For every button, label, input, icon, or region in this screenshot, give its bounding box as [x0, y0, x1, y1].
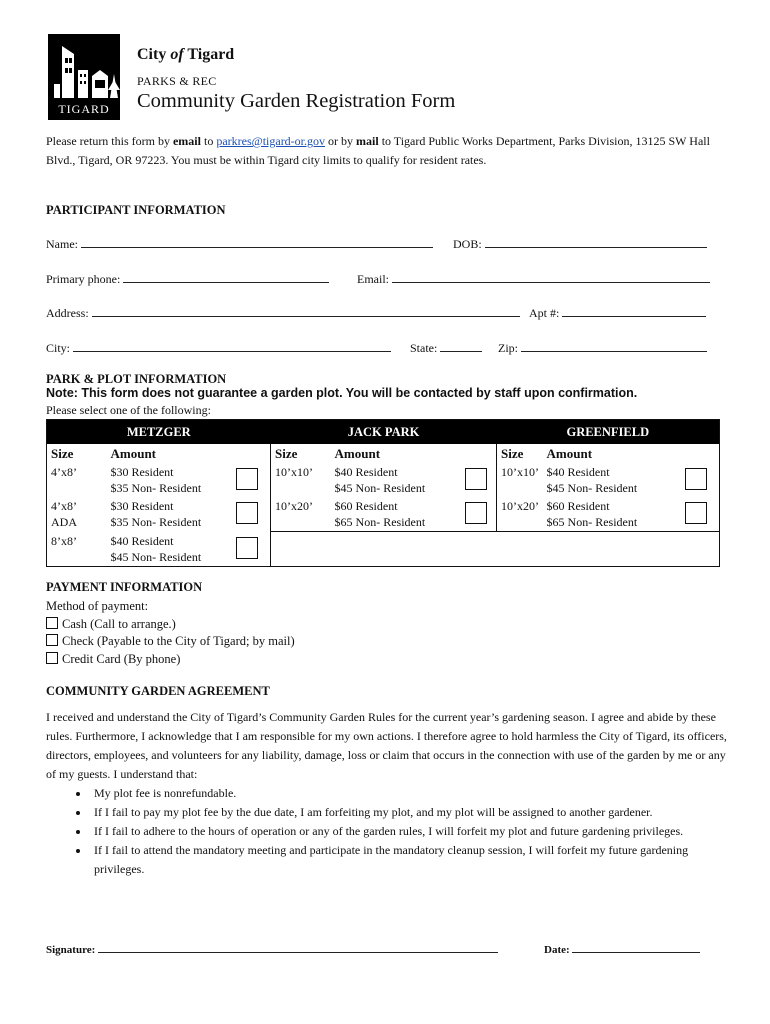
size-header: Size [51, 446, 74, 461]
rule-item: • If I fail to attend the mandatory meeting and participate in the mandatory cleanup session, I will forfeit my future gardening privileges. [90, 841, 736, 879]
department-name: PARKS & REC [137, 74, 217, 88]
plot-amount: $30 Resident $35 Non- Resident [110, 499, 202, 529]
plot-amount: $40 Resident $45 Non- Resident [546, 465, 638, 495]
jack-park-10x10-checkbox[interactable] [465, 468, 487, 490]
plot-row [47, 532, 720, 567]
state-row: State: [410, 339, 482, 356]
plot-amount: $60 Resident $65 Non- Resident [546, 499, 638, 529]
payment-heading: PAYMENT INFORMATION [46, 580, 203, 594]
zip-row: Zip: [498, 339, 707, 356]
plot-row [47, 463, 720, 497]
phone-row: Primary phone: [46, 270, 329, 287]
name-field[interactable] [81, 235, 433, 248]
plot-table [46, 419, 720, 567]
park-header-greenfield: GREENFIELD [497, 420, 720, 445]
plot-row [47, 497, 720, 532]
payment-option-check[interactable]: Check (Payable to the City of Tigard; by mail) [46, 633, 295, 651]
phone-field[interactable] [123, 270, 329, 283]
dob-row: DOB: [453, 235, 707, 252]
amount-header: Amount [546, 446, 593, 461]
city-name: City of Tigard [137, 46, 235, 63]
size-header: Size [271, 444, 331, 463]
plot-size: 10’x20’ [497, 497, 543, 532]
plot-size: 10’x10’ [271, 463, 331, 497]
participant-heading: PARTICIPANT INFORMATION [46, 203, 226, 217]
address-row: Address: [46, 304, 520, 321]
zip-field[interactable] [521, 339, 707, 352]
email-link[interactable]: parkres@tigard-or.gov [216, 134, 326, 148]
city-row: City: [46, 339, 391, 356]
plot-size: 4’x8’ ADA [51, 499, 77, 529]
size-header: Size [497, 444, 543, 463]
check-checkbox[interactable] [46, 634, 58, 646]
form-title: Community Garden Registration Form [137, 90, 456, 112]
signature-row: Signature: [46, 942, 498, 956]
plot-size: 8’x8’ [51, 533, 77, 548]
state-field[interactable] [440, 339, 482, 352]
park-header-jack-park: JACK PARK [271, 420, 497, 445]
payment-option-credit[interactable]: Credit Card (By phone) [46, 651, 295, 669]
cash-checkbox[interactable] [46, 617, 58, 629]
plot-size: 10’x10’ [497, 463, 543, 497]
rule-item: • If I fail to pay my plot fee by the due date, I am forfeiting my plot, and my plot will be assigned to another gardener. [90, 803, 736, 822]
apt-field[interactable] [562, 304, 706, 317]
email-field[interactable] [392, 270, 710, 283]
greenfield-10x20-checkbox[interactable] [685, 502, 707, 524]
apt-row: Apt #: [529, 304, 706, 321]
agreement-heading: COMMUNITY GARDEN AGREEMENT [46, 684, 270, 698]
agreement-text: I received and understand the City of Tigard’s Community Garden Rules for the current year’s gardening season. I agree and abide by these rules. Furthermore, I acknowledge that I am responsible for my own actions. I therefore agree to hold harmless the City of Tigard, its officers, directors, employees, and volunteers for any liability, damage, loss or claim that occurs in the connection with use of the garden by me or any of my guests. I understand that: • My plot fee is nonrefundable. • If I fail to pay my plot fee by the due date, I am forfeiting my plot, and my plot will be assigned to another gardener. • If I fail to adhere to the hours of operation or any of the garden rules, I will forfeit my plot and future gardening privileges. • If I fail to attend the mandatory meeting and participate in the mandatory cleanup session, I will forfeit my future gardening privileges. [46, 708, 736, 879]
metzger-4x8-checkbox[interactable] [236, 468, 258, 490]
date-field[interactable] [572, 942, 700, 953]
date-row: Date: [544, 942, 700, 956]
plot-amount: $60 Resident $65 Non- Resident [334, 499, 426, 529]
address-field[interactable] [92, 304, 520, 317]
signature-field[interactable] [98, 942, 498, 953]
metzger-8x8-checkbox[interactable] [236, 537, 258, 559]
city-field[interactable] [73, 339, 391, 352]
plot-note: Note: This form does not guarantee a garden plot. You will be contacted by staff upon confirmation. [46, 386, 638, 400]
credit-card-checkbox[interactable] [46, 652, 58, 664]
email-row: Email: [357, 270, 710, 287]
metzger-4x8-ada-checkbox[interactable] [236, 502, 258, 524]
agreement-rules [46, 784, 736, 879]
payment-method: Method of payment: Cash (Call to arrange.) Check (Payable to the City of Tigard; by mail) Credit Card (By phone) [46, 598, 295, 668]
plot-size: 10’x20’ [271, 497, 331, 532]
plot-amount: $40 Resident $45 Non- Resident [334, 465, 426, 495]
amount-header: Amount [334, 446, 381, 461]
name-row: Name: [46, 235, 433, 252]
tigard-logo [48, 34, 120, 120]
jack-park-10x20-checkbox[interactable] [465, 502, 487, 524]
plot-size: 4’x8’ [51, 465, 77, 479]
plot-amount: $40 Resident $45 Non- Resident [110, 533, 202, 564]
rule-item: • My plot fee is nonrefundable. [90, 784, 736, 803]
dob-field[interactable] [485, 235, 707, 248]
plot-amount: $30 Resident $35 Non- Resident [110, 465, 202, 495]
greenfield-10x10-checkbox[interactable] [685, 468, 707, 490]
park-header-metzger: METZGER [47, 420, 271, 445]
logo-wordmark: TIGARD [58, 102, 110, 116]
amount-header: Amount [110, 446, 157, 461]
plot-select-instruction: Please select one of the following: [46, 403, 211, 417]
rule-item: • If I fail to adhere to the hours of operation or any of the garden rules, I will forfeit my plot and future gardening privileges. [90, 822, 736, 841]
payment-option-cash[interactable]: Cash (Call to arrange.) [46, 616, 295, 634]
intro-paragraph: Please return this form by email to parkres@tigard-or.gov or by mail to Tigard Public Works Department, Parks Division, 13125 SW Hall Blvd., Tigard, OR 97223. You must be within Tigard city limits to qualify for resident rates. [46, 134, 710, 167]
plot-heading: PARK & PLOT INFORMATION [46, 372, 227, 386]
